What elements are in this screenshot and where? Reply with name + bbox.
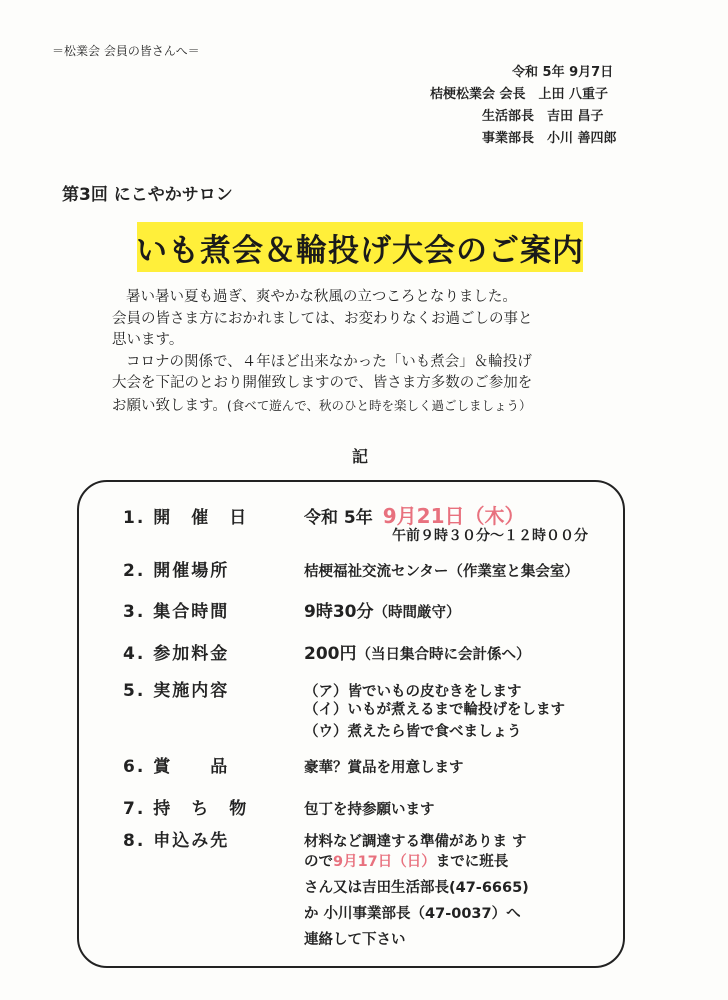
apply-text: ので — [304, 854, 333, 870]
intro-closing: お願い致します。 — [112, 397, 227, 414]
detail-row-gather — [123, 597, 461, 622]
detail-row-bring — [123, 794, 435, 819]
detail-label: 7. 持 ち 物 — [123, 799, 249, 819]
detail-label: 3. 集合時間 — [123, 602, 230, 622]
recipient-line: ＝松業会 会員の皆さんへ＝ — [52, 44, 200, 58]
intro-line: 大会を下記のとおり開催致しますので、皆さま方多数のご参加を — [112, 375, 533, 391]
detail-label: 2. 開催場所 — [123, 561, 230, 581]
detail-value: 桔梗福祉交流センター（作業室と集会室） — [304, 564, 579, 580]
detail-value: 豪華？賞品を用意します — [304, 760, 464, 776]
detail-label: 8. 申込み先 — [123, 831, 230, 851]
issue-date: 令和 5年 9月7日 — [512, 65, 614, 80]
event-time: 午前９時３０分～１２時００分 — [392, 528, 588, 544]
content-item: （ウ）煮えたら皆で食べましょう — [304, 724, 522, 740]
apply-text: までに班長 — [435, 854, 509, 870]
detail-value: 包丁を持参願います — [304, 802, 435, 818]
intro-line: コロナの関係で、４年ほど出来なかった「いも煮会」＆輪投げ — [126, 353, 532, 370]
date-era: 令和 5年 — [304, 508, 373, 528]
signatory-living-dept: 生活部長 吉田 昌子 — [482, 109, 604, 124]
content-item: （イ）いもが煮えるまで輪投げをします — [304, 702, 565, 718]
detail-row-place — [123, 556, 579, 581]
salon-title: 第3回 にこやかサロン — [62, 185, 233, 205]
signatory-business-dept: 事業部長 小川 善四郎 — [482, 131, 617, 146]
detail-note: （当日集合時に会計係へ） — [356, 647, 531, 663]
detail-label: 6. 賞 品 — [123, 757, 230, 777]
apply-line — [304, 850, 508, 871]
intro-line: 思います。 — [112, 332, 184, 348]
detail-value: 200円 — [304, 644, 357, 664]
signatory-president: 桔梗松業会 会長 上田 八重子 — [430, 87, 609, 102]
intro-line: 会員の皆さま方におかれましては、お変わりなくお過ごしの事と — [112, 310, 533, 327]
content-item: （ア）皆でいもの皮むきをします — [304, 684, 522, 700]
apply-line: 材料など調達する準備がありま す — [304, 834, 527, 850]
detail-row-prize — [123, 752, 464, 777]
detail-label: 1. 開 催 日 — [123, 508, 249, 528]
detail-row-apply — [123, 826, 527, 851]
event-date: 9月21日（木） — [382, 504, 525, 528]
apply-line: さん又は吉田生活部長(47-6665) — [304, 880, 529, 896]
intro-line — [112, 395, 632, 418]
detail-row-fee — [123, 639, 531, 664]
intro-line: 暑い暑い夏も過ぎ、爽やかな秋風の立つころとなりました。 — [126, 289, 517, 305]
detail-value: 9時30分 — [304, 602, 374, 622]
detail-label: 4. 参加料金 — [123, 644, 230, 664]
apply-line: か 小川事業部長（47-0037）へ — [304, 906, 521, 922]
intro-text — [112, 287, 632, 417]
apply-deadline: 9月17日（日） — [333, 854, 436, 870]
intro-note: (食べて遊んで、秋のひと時を楽しく過ごしましょう） — [226, 397, 532, 413]
banner-title: いも煮会＆輪投げ大会のご案内 — [137, 222, 583, 272]
ki-heading: 記 — [352, 447, 369, 466]
apply-line: 連絡して下さい — [304, 932, 406, 948]
detail-label: 5. 実施内容 — [123, 681, 230, 701]
detail-note: （時間厳守） — [373, 605, 461, 621]
header-signature-block — [430, 62, 617, 150]
